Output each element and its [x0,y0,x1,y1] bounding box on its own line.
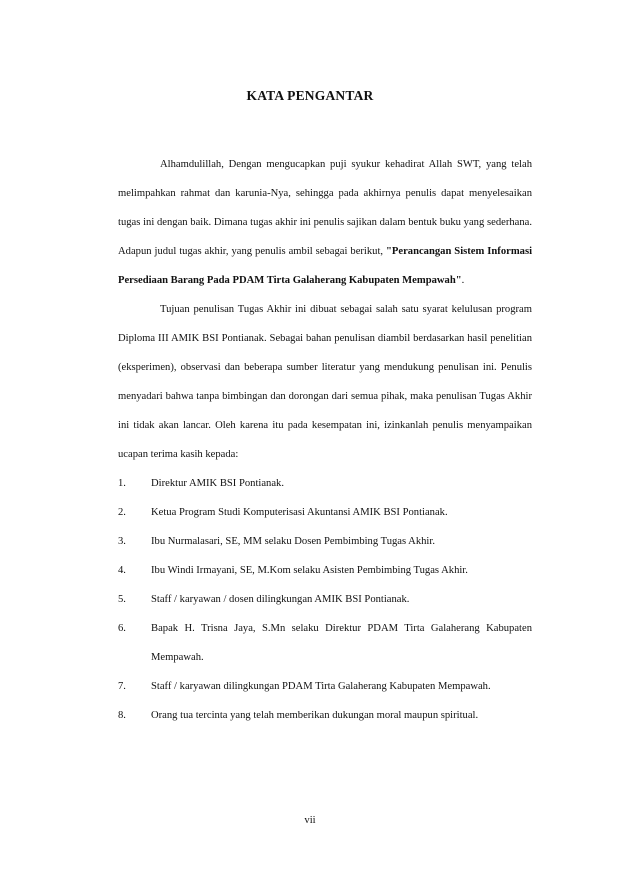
list-item-text: Ibu Nurmalasari, SE, MM selaku Dosen Pembimbing Tugas Akhir. [151,536,435,547]
thesis-title: "Perancangan Sistem Informasi Persediaan Barang Pada PDAM Tirta Galaherang Kabupaten Mempawah" [118,246,533,286]
list-item-number: 3. [118,536,126,547]
list-item [118,701,532,730]
list-item-number: 1. [118,478,126,489]
list-item-text: Orang tua tercinta yang telah memberikan dukungan moral maupun spiritual. [151,710,479,721]
list-item [118,672,532,701]
paragraph-purpose: Tujuan penulisan Tugas Akhir ini dibuat sebagai salah satu syarat kelulusan program Diploma III AMIK BSI Pontianak. Sebagai bahan penulisan diambil berdasarkan hasil penelitian (eksperimen), observasi dan beberapa sumber literatur yang mendukung penulisan ini. Penulis menyadari bahwa tanpa bimbingan dan dorongan dari semua pihak, maka penulisan Tugas Akhir ini tidak akan lancar. Oleh karena itu pada kesempatan ini, izinkanlah penulis menyampaikan ucapan terima kasih kepada: [118,304,532,460]
list-item-number: 7. [118,681,126,692]
list-item [118,527,532,556]
list-item-number: 2. [118,507,126,518]
list-item-number: 8. [118,710,126,721]
list-item [118,556,532,585]
paragraph-intro [118,150,532,295]
list-item-number: 5. [118,594,126,605]
paragraph-intro-end: . [461,275,465,286]
list-item-text: Bapak H. Trisna Jaya, S.Mn selaku Direktur PDAM Tirta Galaherang Kabupaten Mempawah. [151,623,532,663]
page-title: KATA PENGANTAR [246,88,374,103]
list-item-text: Staff / karyawan / dosen dilingkungan AMIK BSI Pontianak. [151,594,410,605]
acknowledgement-list [118,469,532,730]
list-item [118,469,532,498]
list-item-number: 6. [118,623,126,634]
page-number: vii [304,815,316,826]
list-item-text: Direktur AMIK BSI Pontianak. [151,478,285,489]
list-item [118,614,532,672]
list-item-text: Ketua Program Studi Komputerisasi Akuntansi AMIK BSI Pontianak. [151,507,448,518]
paragraph-intro-text: Alhamdulillah, Dengan mengucapkan puji syukur kehadirat Allah SWT, yang telah melimpahkan rahmat dan karunia-Nya, sehingga pada akhirnya penulis dapat menyelesaikan tugas ini dengan baik. Dimana tugas akhir ini penulis sajikan dalam bentuk buku yang sederhana. Adapun judul tugas akhir, yang penulis ambil sebagai berikut, [118,159,532,257]
list-item-text: Ibu Windi Irmayani, SE, M.Kom selaku Asisten Pembimbing Tugas Akhir. [151,565,468,576]
list-item-text: Staff / karyawan dilingkungan PDAM Tirta Galaherang Kabupaten Mempawah. [151,681,491,692]
list-item-number: 4. [118,565,126,576]
list-item [118,498,532,527]
list-item [118,585,532,614]
document-body [118,150,532,730]
